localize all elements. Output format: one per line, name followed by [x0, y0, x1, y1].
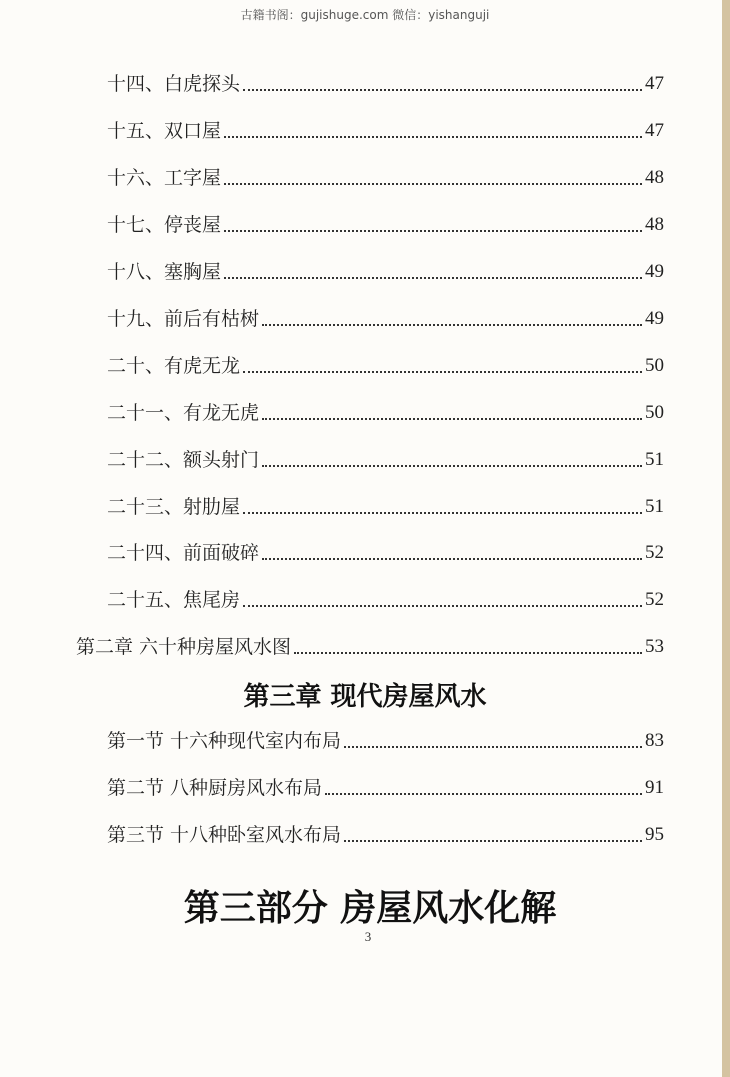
toc-entry-page: 52	[645, 542, 664, 563]
toc-entry[interactable]	[0, 260, 664, 284]
part-heading: 第三部分 房屋风水化解	[183, 888, 557, 929]
toc-section-label: 第一节 十六种现代室内布局	[107, 730, 342, 752]
toc-section-page: 83	[645, 730, 664, 751]
toc-section-label: 第三节 十八种卧室风水布局	[107, 824, 342, 846]
toc-entry[interactable]	[0, 541, 664, 565]
toc-entry-label: 十六、工字屋	[107, 167, 222, 189]
toc-section-entry[interactable]	[0, 776, 664, 800]
toc-entry[interactable]	[0, 119, 664, 143]
dot-leader	[325, 791, 642, 795]
toc-section-entry[interactable]	[0, 729, 664, 753]
dot-leader	[294, 650, 642, 654]
toc-entry-page: 48	[645, 214, 664, 235]
dot-leader	[262, 322, 642, 326]
dot-leader	[344, 838, 642, 842]
dot-leader	[262, 463, 642, 467]
toc-chapter-page: 53	[645, 636, 664, 657]
dot-leader	[224, 134, 642, 138]
dot-leader	[224, 228, 642, 232]
dot-leader	[243, 510, 642, 514]
watermark: 古籍书阁：gujishuge.com 微信：yishanguji	[240, 8, 490, 22]
toc-entry-label: 十九、前后有枯树	[107, 308, 260, 330]
dot-leader	[224, 275, 642, 279]
toc-entry[interactable]	[0, 448, 664, 472]
toc-entry-page: 48	[645, 167, 664, 188]
dot-leader	[262, 556, 642, 560]
toc-entry-page: 51	[645, 496, 664, 517]
toc-entry-label: 二十三、射肋屋	[107, 496, 241, 518]
toc-entry[interactable]	[0, 307, 664, 331]
dot-leader	[224, 181, 642, 185]
toc-section-entry[interactable]	[0, 823, 664, 847]
dot-leader	[344, 744, 642, 748]
toc-entry[interactable]	[0, 213, 664, 237]
toc-entry-label: 二十四、前面破碎	[107, 542, 260, 564]
toc-entry-label: 二十、有虎无龙	[107, 355, 241, 377]
toc-entry-label: 十七、停丧屋	[107, 214, 222, 236]
toc-entry-page: 47	[645, 120, 664, 141]
toc-entry-label: 十四、白虎探头	[107, 73, 241, 95]
toc-entry-page: 52	[645, 589, 664, 610]
toc-entry[interactable]	[0, 72, 664, 96]
toc-entry-label: 二十二、额头射门	[107, 449, 260, 471]
toc-entry-label: 十八、塞胸屋	[107, 261, 222, 283]
toc-entry[interactable]	[0, 354, 664, 378]
toc-section-page: 91	[645, 777, 664, 798]
toc-chapter-label: 第二章 六十种房屋风水图	[76, 636, 292, 658]
toc-entry-page: 49	[645, 261, 664, 282]
toc-section-label: 第二节 八种厨房风水布局	[107, 777, 323, 799]
dot-leader	[262, 416, 642, 420]
dot-leader	[243, 369, 642, 373]
toc-entry-page: 50	[645, 402, 664, 423]
page-number: 3	[364, 929, 372, 944]
chapter-heading: 第三章 现代房屋风水	[243, 682, 487, 712]
toc-entry[interactable]	[0, 166, 664, 190]
dot-leader	[243, 603, 642, 607]
toc-section-page: 95	[645, 824, 664, 845]
toc-entry[interactable]	[0, 401, 664, 425]
toc-entry-label: 二十五、焦尾房	[107, 589, 241, 611]
toc-entry-page: 51	[645, 449, 664, 470]
dot-leader	[243, 87, 642, 91]
toc-entry-page: 50	[645, 355, 664, 376]
toc-entry-page: 47	[645, 73, 664, 94]
toc-chapter-entry[interactable]	[0, 635, 664, 659]
toc-entry-page: 49	[645, 308, 664, 329]
toc-entry-label: 十五、双口屋	[107, 120, 222, 142]
toc-entry[interactable]	[0, 495, 664, 519]
toc-entry-label: 二十一、有龙无虎	[107, 402, 260, 424]
toc-entry[interactable]	[0, 588, 664, 612]
